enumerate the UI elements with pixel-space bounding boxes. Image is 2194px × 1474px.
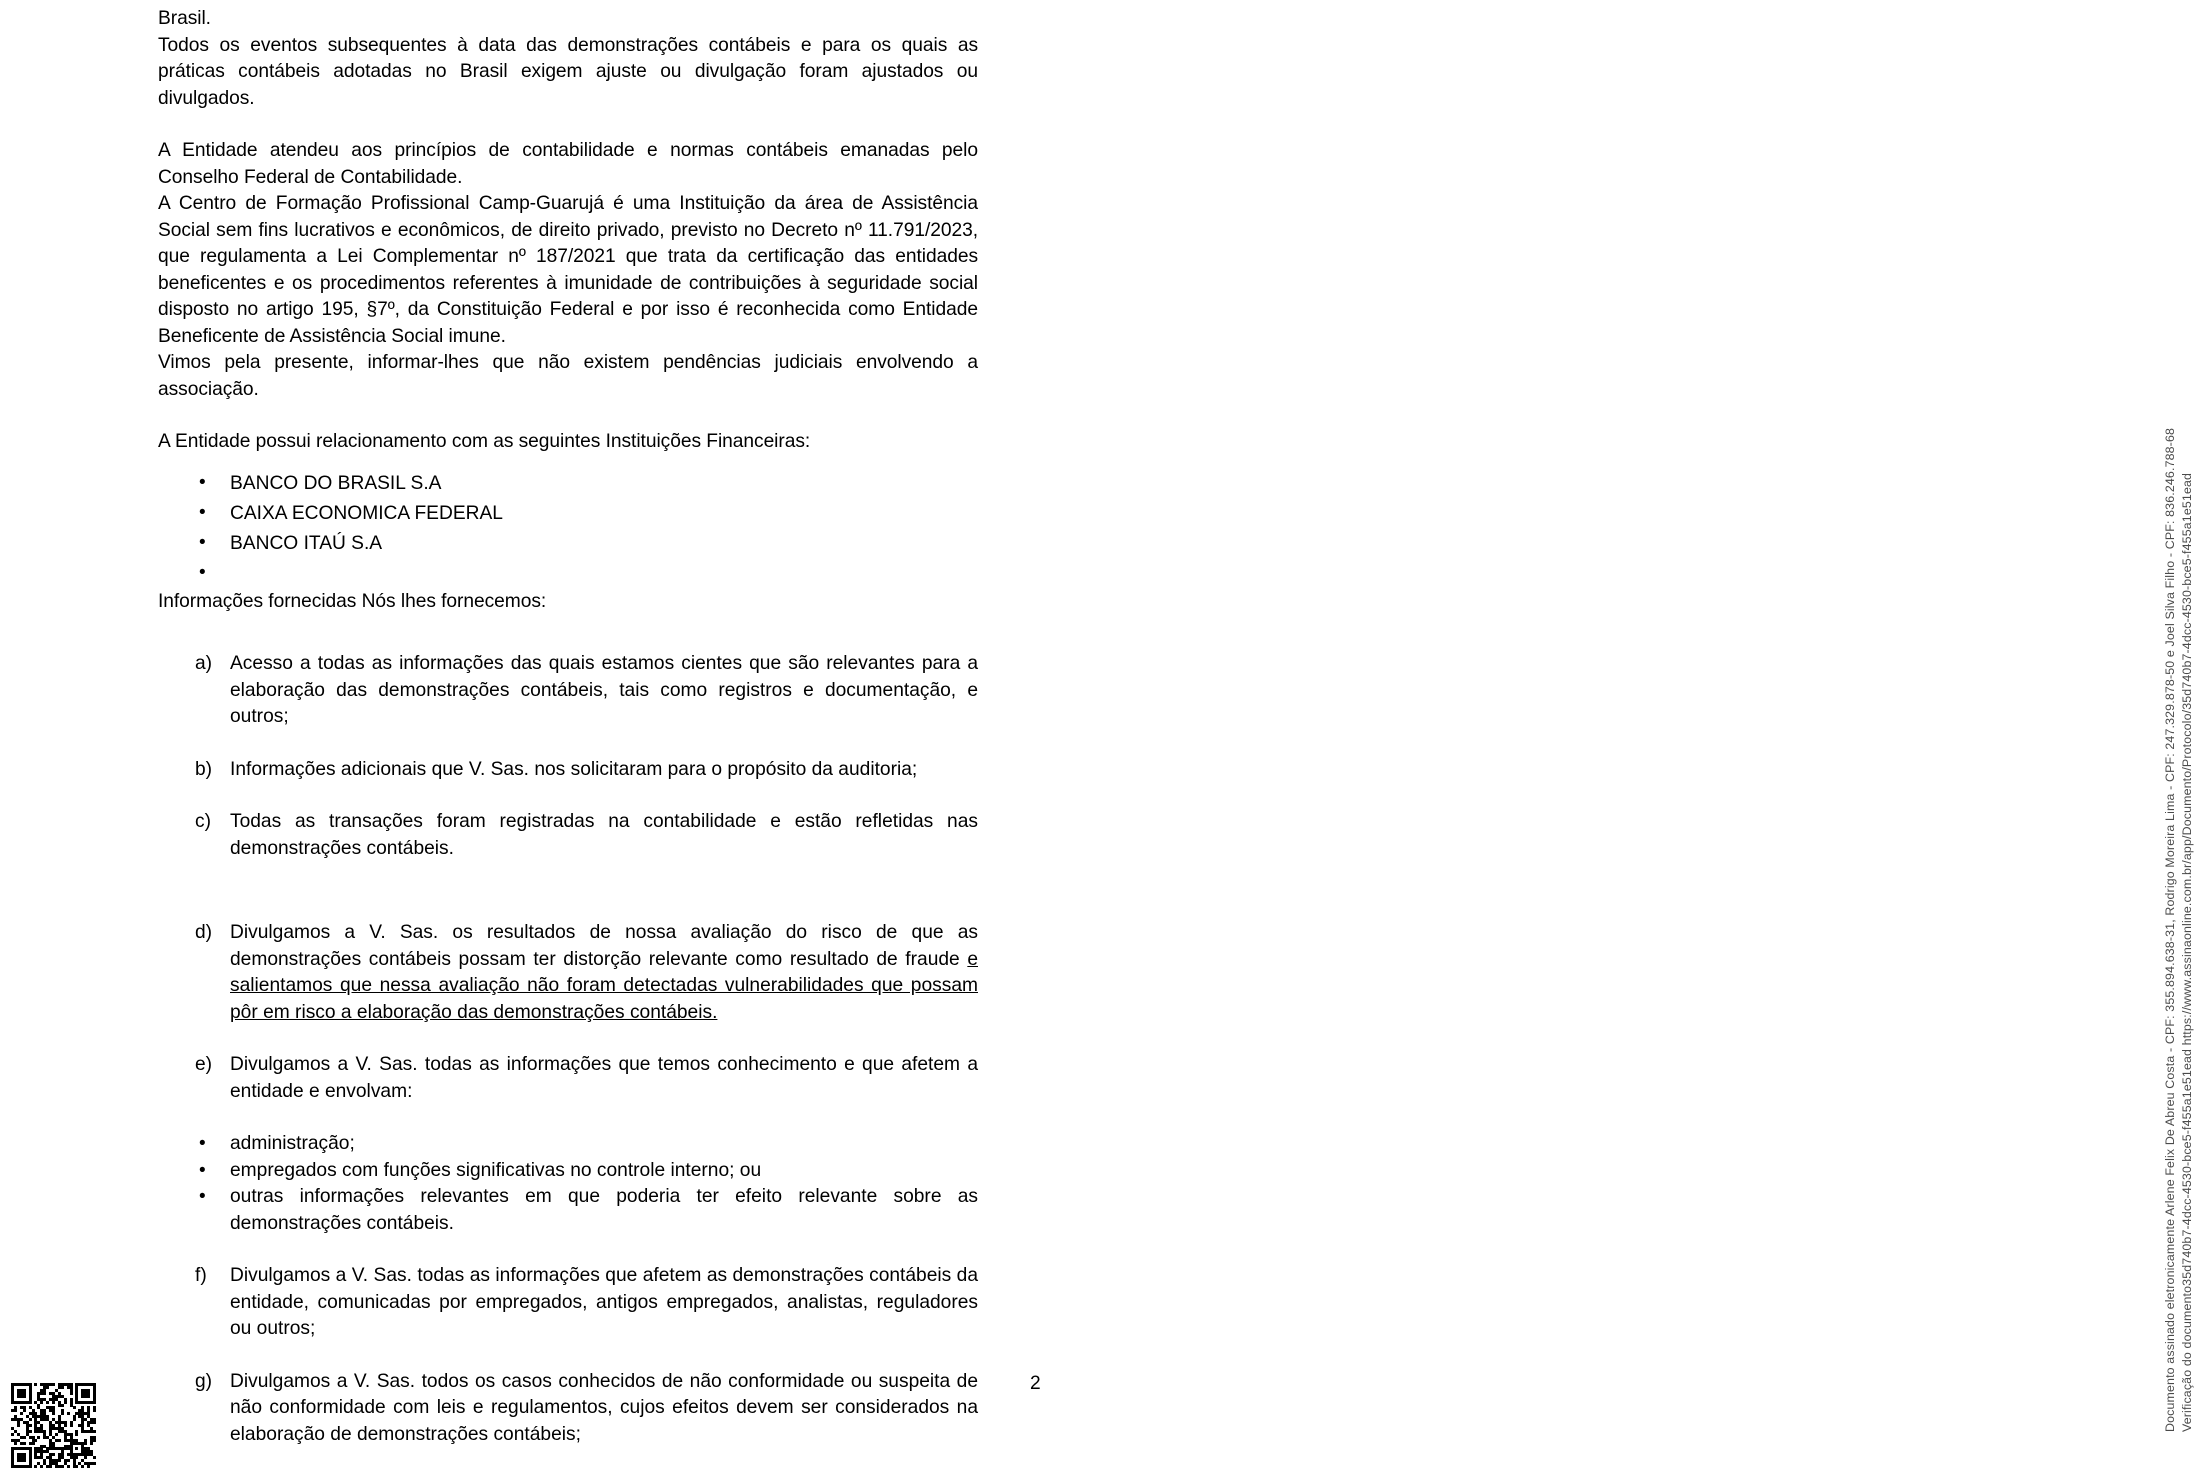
list-item-a (158, 651, 978, 731)
spacer (158, 112, 978, 138)
item-marker: c) (195, 811, 211, 832)
sub-bullet-group (158, 1131, 978, 1237)
item-text: Informações adicionais que V. Sas. nos solicitaram para o propósito da auditoria; (230, 758, 918, 780)
list-item-d (158, 920, 978, 1026)
signature-sidebar (1075, 0, 2194, 1474)
signature-signers-line: Documento assinado eletronicamente Arlene Felix De Abreu Costa - CPF: 355.894.638-31, Rodrigo Moreira Lima - CPF: 247.329.878-50 e Joel Silva Filho - CPF: 836.246.788-68 (2163, 427, 2177, 1432)
list-item-f (158, 1263, 978, 1343)
paragraph-pendencias-judiciais: Vimos pela presente, informar-lhes que não existem pendências judiciais envolvendo a associação. (158, 352, 978, 400)
paragraph-principios-contabilidade: A Entidade atendeu aos princípios de contabilidade e normas contábeis emanadas pelo Conselho Federal de Contabilidade. (158, 140, 978, 188)
item-marker: b) (195, 758, 213, 780)
sub-bullet-list (158, 1131, 978, 1237)
document-body (158, 6, 978, 1448)
page-number: 2 (1030, 1373, 1041, 1394)
item-marker: g) (195, 1370, 213, 1392)
item-text-plain: Divulgamos a V. Sas. os resultados de nossa avaliação do risco de que as demonstrações contábeis possam ter distorção relevante como resultado de fraude (230, 922, 978, 970)
spacer (158, 403, 978, 429)
paragraph-eventos-subsequentes: Todos os eventos subsequentes à data das demonstrações contábeis e para os quais as práticas contábeis adotadas no Brasil exigem ajuste ou divulgação foram ajustados ou divulgados. (158, 34, 978, 109)
list-item: • BANCO DO BRASIL S.A (158, 469, 978, 499)
item-text: Acesso a todas as informações das quais estamos cientes que são relevantes para a elaboração das demonstrações contábeis, tais como registros e documentação, e outros; (230, 653, 978, 727)
list-item-c (158, 809, 978, 862)
paragraph-informacoes-fornecidas-intro: Informações fornecidas Nós lhes fornecemos: (158, 590, 547, 612)
paragraph-brasil: Brasil. (158, 8, 211, 29)
item-marker: f) (195, 1265, 207, 1286)
list-item (158, 559, 978, 589)
spacer (158, 456, 978, 469)
paragraph-instituicoes-financeiras-intro: A Entidade possui relacionamento com as seguintes Instituições Financeiras: (158, 431, 811, 452)
item-marker: d) (195, 922, 213, 943)
list-item: • outras informações relevantes em que poderia ter efeito relevante sobre as demonstrações contábeis. (158, 1184, 978, 1237)
item-text: Todas as transações foram registradas na contabilidade e estão refletidas nas demonstrações contábeis. (230, 811, 978, 859)
qr-code-icon[interactable] (11, 1383, 96, 1468)
signature-verification-line: Verificação do documento35d740b7-4dcc-4530-bce5-f455a1e51ead https://www.assinaonline.com.br/app/Documento/Protocolo/35d740b7-4dcc-4530-bce5-f455a1e51ead (2180, 472, 2194, 1432)
spacer (158, 615, 978, 651)
bank-list (158, 469, 978, 589)
item-text-underlined: e salientamos que nessa avaliação não foram detectadas vulnerabilidades que possam pôr em risco a elaboração das demonstrações contábeis. (230, 948, 978, 1023)
list-item: • CAIXA ECONOMICA FEDERAL (158, 499, 978, 529)
item-marker: e) (195, 1054, 213, 1075)
item-text (230, 920, 978, 1026)
lettered-list (158, 651, 978, 1448)
item-text: Divulgamos a V. Sas. todas as informações que temos conhecimento e que afetem a entidade e envolvam: (230, 1054, 978, 1102)
list-item: • BANCO ITAÚ S.A (158, 529, 978, 559)
item-text: Divulgamos a V. Sas. todos os casos conhecidos de não conformidade ou suspeita de não conformidade com leis e regulamentos, cujos efeitos devem ser considerados na elaboração de demonstrações contábeis; (230, 1370, 978, 1445)
item-marker: a) (195, 653, 213, 674)
list-item: • administração; (158, 1131, 978, 1158)
list-item: • empregados com funções significativas no controle interno; ou (158, 1158, 978, 1185)
list-item-e (158, 1052, 978, 1105)
list-item-b (158, 757, 978, 784)
paragraph-centro-formacao: A Centro de Formação Profissional Camp-Guarujá é uma Instituição da área de Assistência Social sem fins lucrativos e econômicos, de direito privado, previsto no Decreto nº 11.791/2023, que regulamenta a Lei Complementar nº 187/2021 que trata da certificação das entidades beneficentes e os procedimentos referentes à imunidade de contribuições à seguridade social disposto no artigo 195, §7º, da Constituição Federal e por isso é reconhecida como Entidade Beneficente de Assistência Social imune. (158, 193, 978, 347)
list-item-g (158, 1369, 978, 1449)
item-text: Divulgamos a V. Sas. todas as informações que afetem as demonstrações contábeis da entidade, comunicadas por empregados, antigos empregados, analistas, reguladores ou outros; (230, 1265, 978, 1339)
